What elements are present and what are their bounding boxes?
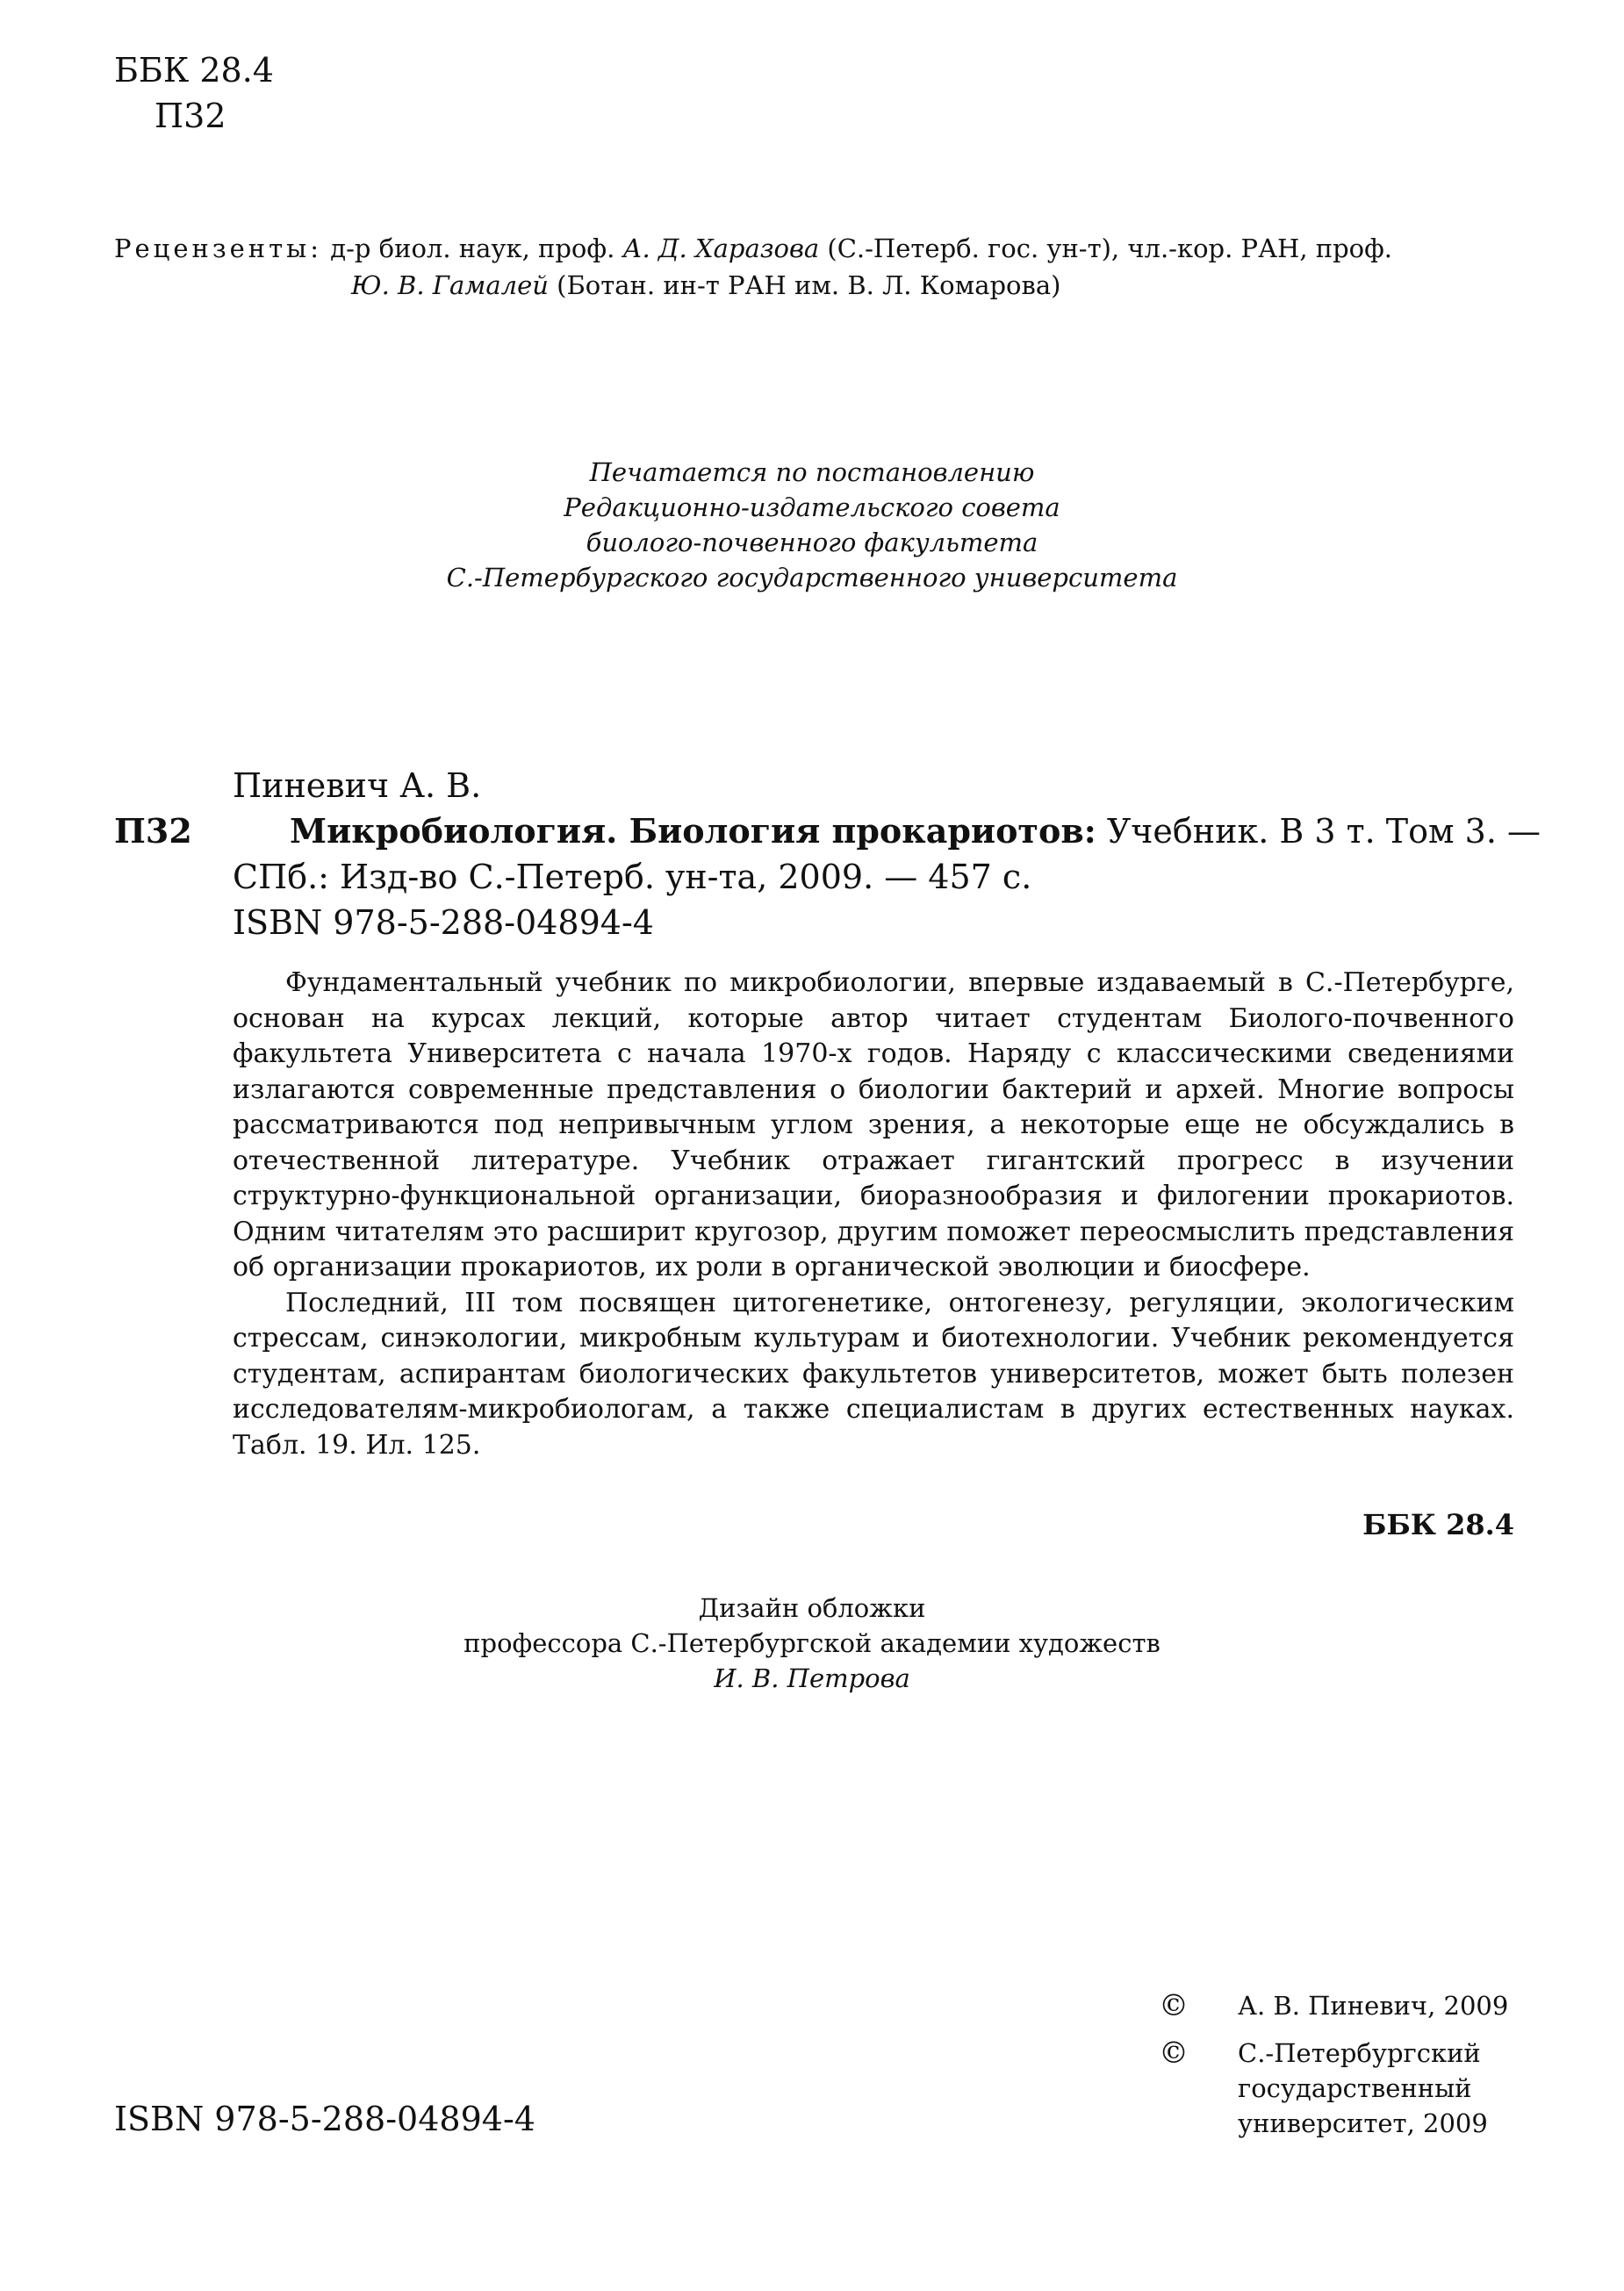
copyright-icon: © xyxy=(1159,1988,1189,2023)
book-title: Микробиология. Биология прокариотов: xyxy=(290,811,1096,851)
designer-name: И. В. Петрова xyxy=(714,1663,910,1693)
reviewer-1-name: А. Д. Харазова xyxy=(622,233,820,263)
bbk-index-block xyxy=(114,47,274,139)
book-edition: Учебник. В 3 т. Том 3. — xyxy=(1096,812,1541,851)
copyright-icon: © xyxy=(1159,2036,1189,2071)
print-note-line: Редакционно-издательского совета xyxy=(564,492,1060,522)
author-code: П32 xyxy=(154,97,226,135)
copyright-author: А. В. Пиневич, 2009 xyxy=(1238,1991,1509,2021)
print-note-line: биолого-почвенного факультета xyxy=(586,528,1038,557)
copyright-org: С.-Петербургский государственный университет, 2009 xyxy=(1238,2038,1488,2138)
copyright-block xyxy=(1159,1988,1508,2153)
bbk-index: ББК 28.4 xyxy=(114,51,274,90)
reviewer-1-suffix: (С.-Петерб. гос. ун-т), чл.-кор. РАН, проф. xyxy=(819,233,1393,263)
print-note-line: С.-Петербургского государственного университета xyxy=(446,563,1178,592)
reviewers-block xyxy=(114,230,1510,304)
isbn-bottom: ISBN 978-5-288-04894-4 xyxy=(114,2100,535,2138)
citation-author: Пиневич А. В. xyxy=(233,766,482,805)
design-line: Дизайн обложки xyxy=(698,1593,926,1623)
print-approval-note xyxy=(0,455,1624,595)
annotation xyxy=(233,966,1514,1463)
reviewers-label: Рецензенты: xyxy=(114,233,323,263)
cover-design-credit xyxy=(0,1591,1624,1696)
reviewer-2-suffix: (Ботан. ин-т РАН им. В. Л. Комарова) xyxy=(548,270,1061,300)
print-note-line: Печатается по постановлению xyxy=(589,457,1035,487)
citation-title xyxy=(290,809,1541,853)
citation-marker: П32 xyxy=(114,811,192,851)
citation-isbn: ISBN 978-5-288-04894-4 xyxy=(233,903,654,942)
annotation-paragraph: Фундаментальный учебник по микробиологии, впервые издаваемый в С.-Петербурге, основан на курсах лекций, которые автор читает студентам Биолого-почвенного факультета Университета с начала 1970-х годов. Наряду с классическими сведениями излагаются современные представления о биологии бактерий и архей. Многие вопросы рассматриваются под непривычным углом зрения, а некоторые еще не обсуждались в отечественной литературе. Учебник отражает гигантский прогресс в изучении структурно-функциональной организации, биоразнообразия и филогении прокариотов. Одним читателям это расширит кругозор, другим поможет переосмыслить представления об организации прокариотов, их роли в органической эволюции и биосфере. xyxy=(233,967,1514,1282)
reviewer-2-name: Ю. В. Гамалей xyxy=(351,270,549,300)
citation-imprint: СПб.: Изд-во С.-Петерб. ун-та, 2009. — 457 с. xyxy=(233,858,1032,896)
reviewer-1-prefix: д-р биол. наук, проф. xyxy=(322,233,623,263)
design-line: профессора С.-Петербургской академии художеств xyxy=(463,1628,1161,1658)
bbk-index-right: ББК 28.4 xyxy=(1362,1508,1514,1541)
annotation-paragraph: Последний, III том посвящен цитогенетике, онтогенезу, регуляции, экологическим стрессам, синэкологии, микробным культурам и биотехнологии. Учебник рекомендуется студентам, аспирантам биологических факультетов университетов, может быть полезен исследователям-микробиологам, а также специалистам в других естественных науках. Табл. 19. Ил. 125. xyxy=(233,1287,1514,1461)
